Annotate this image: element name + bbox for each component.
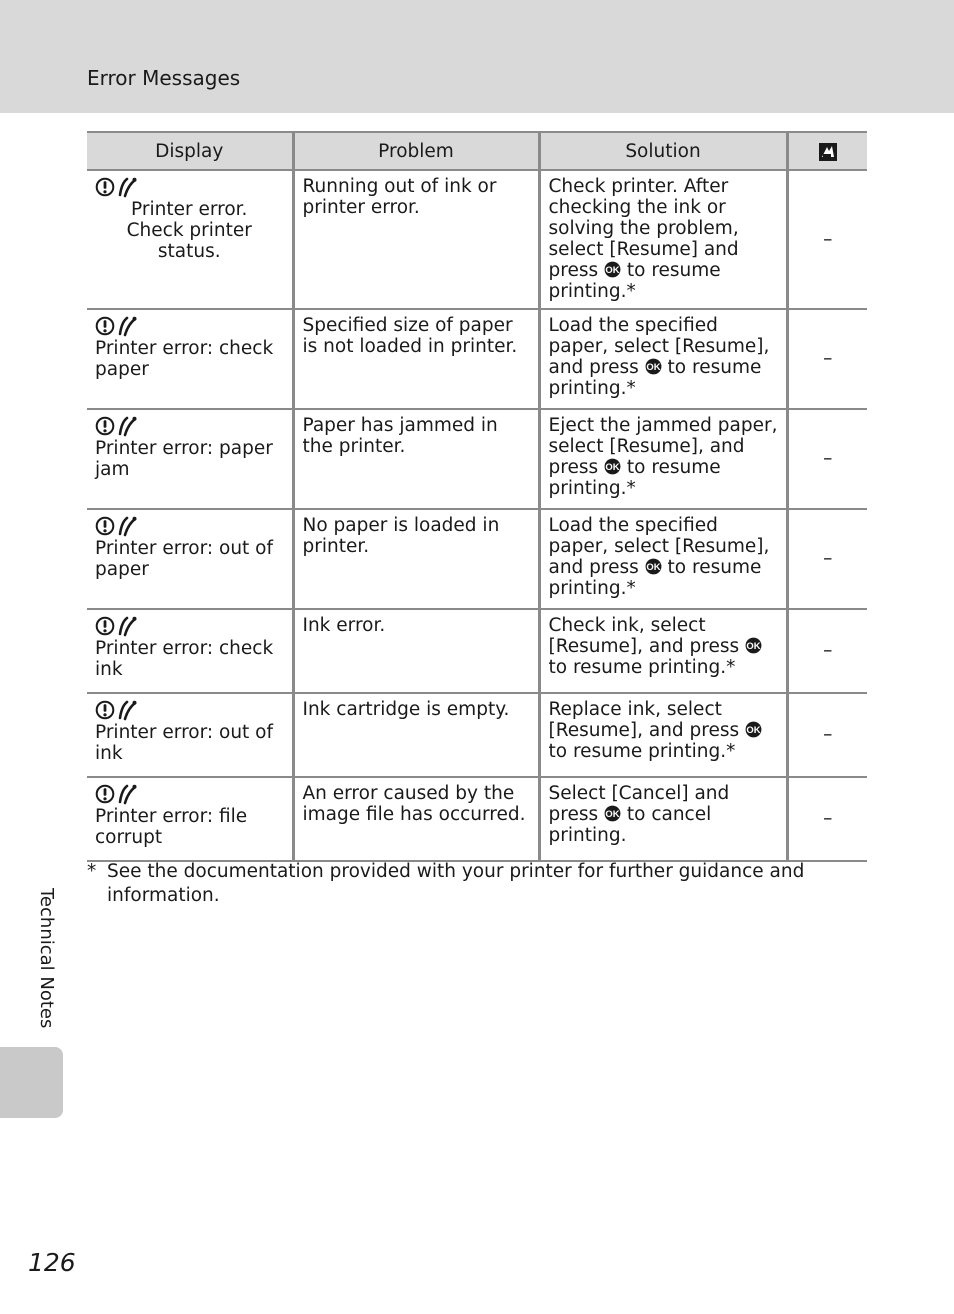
printer-pictbridge-icon [117,515,139,537]
printer-pictbridge-icon [117,415,139,437]
solution-text-after: to resume printing.* [548,657,736,678]
solution-text-before: Check printer. After checking the ink or solving the problem, select [Resume] and press [548,176,739,281]
svg-text:OK: OK [605,265,620,277]
section-title: Error Messages [87,66,241,90]
solution-text-before: Replace ink, select [Resume], and press [548,699,746,741]
reference-page-icon [818,142,838,162]
solution-cell [539,693,787,777]
ok-button-icon [604,261,621,278]
solution-text-before: Load the specified paper, select [Resume], and press [548,315,770,378]
ok-button-icon [745,721,762,738]
solution-cell [539,170,787,309]
table-row [87,509,867,609]
display-message: Printer error: paper jam [95,438,273,480]
display-message: Printer error: out of paper [95,538,274,580]
printer-pictbridge-icon [117,315,139,337]
problem-cell: No paper is loaded in printer. [293,509,539,609]
display-cell [87,170,293,309]
error-exclamation-icon [95,316,115,336]
footnote-mark: * [87,861,97,882]
display-cell [87,309,293,409]
ok-button-icon [604,458,621,475]
display-message: Printer error: out of ink [95,722,274,764]
error-exclamation-icon [95,416,115,436]
display-message: Printer error: check paper [95,338,274,380]
problem-cell: An error caused by the image file has occurred. [293,777,539,861]
column-header-reference [787,132,867,170]
display-icons [95,515,284,537]
display-message: Printer error: file corrupt [95,806,248,848]
display-cell [87,777,293,861]
table-header-row [87,132,867,170]
solution-cell [539,509,787,609]
problem-cell: Ink cartridge is empty. [293,693,539,777]
header-band [0,0,954,113]
display-icons [95,615,284,637]
table-row [87,777,867,861]
error-exclamation-icon [95,700,115,720]
reference-cell: – [787,693,867,777]
svg-text:OK: OK [605,809,620,821]
display-icons [95,699,284,721]
footnote-text: See the documentation provided with your printer for further guidance and information. [107,861,805,906]
solution-text-before: Check ink, select [Resume], and press [548,615,746,657]
reference-cell: – [787,509,867,609]
display-icons [95,783,284,805]
error-exclamation-icon [95,616,115,636]
svg-text:OK: OK [746,725,761,737]
solution-text-after: to resume printing.* [548,260,721,302]
solution-cell [539,409,787,509]
svg-text:OK: OK [646,362,661,374]
display-icons [95,176,284,198]
solution-text-after: to resume printing.* [548,557,762,599]
table-row [87,609,867,693]
display-cell [87,693,293,777]
error-exclamation-icon [95,177,115,197]
display-icons [95,415,284,437]
printer-pictbridge-icon [117,699,139,721]
svg-text:OK: OK [646,562,661,574]
problem-cell: Running out of ink or printer error. [293,170,539,309]
display-cell [87,609,293,693]
svg-text:OK: OK [746,641,761,653]
display-cell [87,409,293,509]
solution-text-before: Eject the jammed paper, select [Resume], and press [548,415,778,478]
error-exclamation-icon [95,516,115,536]
display-message: Printer error: check ink [95,638,274,680]
reference-cell: – [787,409,867,509]
table-row [87,409,867,509]
problem-cell: Specified size of paper is not loaded in printer. [293,309,539,409]
ok-button-icon [645,358,662,375]
solution-text-after: to cancel printing. [548,804,712,846]
table-row [87,693,867,777]
problem-cell: Paper has jammed in the printer. [293,409,539,509]
error-messages-table [87,131,867,862]
svg-text:OK: OK [605,462,620,474]
solution-text-after: to resume printing.* [548,457,721,499]
printer-pictbridge-icon [117,176,139,198]
table-row [87,170,867,309]
sidebar-tab [0,1047,63,1118]
solution-cell [539,309,787,409]
solution-cell [539,777,787,861]
sidebar-section-label: Technical Notes [36,888,57,1029]
error-exclamation-icon [95,784,115,804]
solution-text-after: to resume printing.* [548,741,736,762]
solution-text-before: Select [Cancel] and press [548,783,730,825]
display-icons [95,315,284,337]
solution-text-before: Load the specified paper, select [Resume], and press [548,515,770,578]
column-header-solution: Solution [539,132,787,170]
reference-cell: – [787,609,867,693]
reference-cell: – [787,170,867,309]
printer-pictbridge-icon [117,783,139,805]
ok-button-icon [745,637,762,654]
reference-cell: – [787,777,867,861]
table-row [87,309,867,409]
footnote [87,860,807,908]
printer-pictbridge-icon [117,615,139,637]
problem-cell: Ink error. [293,609,539,693]
page-number: 126 [28,1248,76,1277]
ok-button-icon [645,558,662,575]
display-cell [87,509,293,609]
solution-text-after: to resume printing.* [548,357,762,399]
display-message: Printer error. Check printer status. [126,199,252,262]
column-header-display: Display [87,132,293,170]
ok-button-icon [604,805,621,822]
reference-cell: – [787,309,867,409]
solution-cell [539,609,787,693]
column-header-problem: Problem [293,132,539,170]
